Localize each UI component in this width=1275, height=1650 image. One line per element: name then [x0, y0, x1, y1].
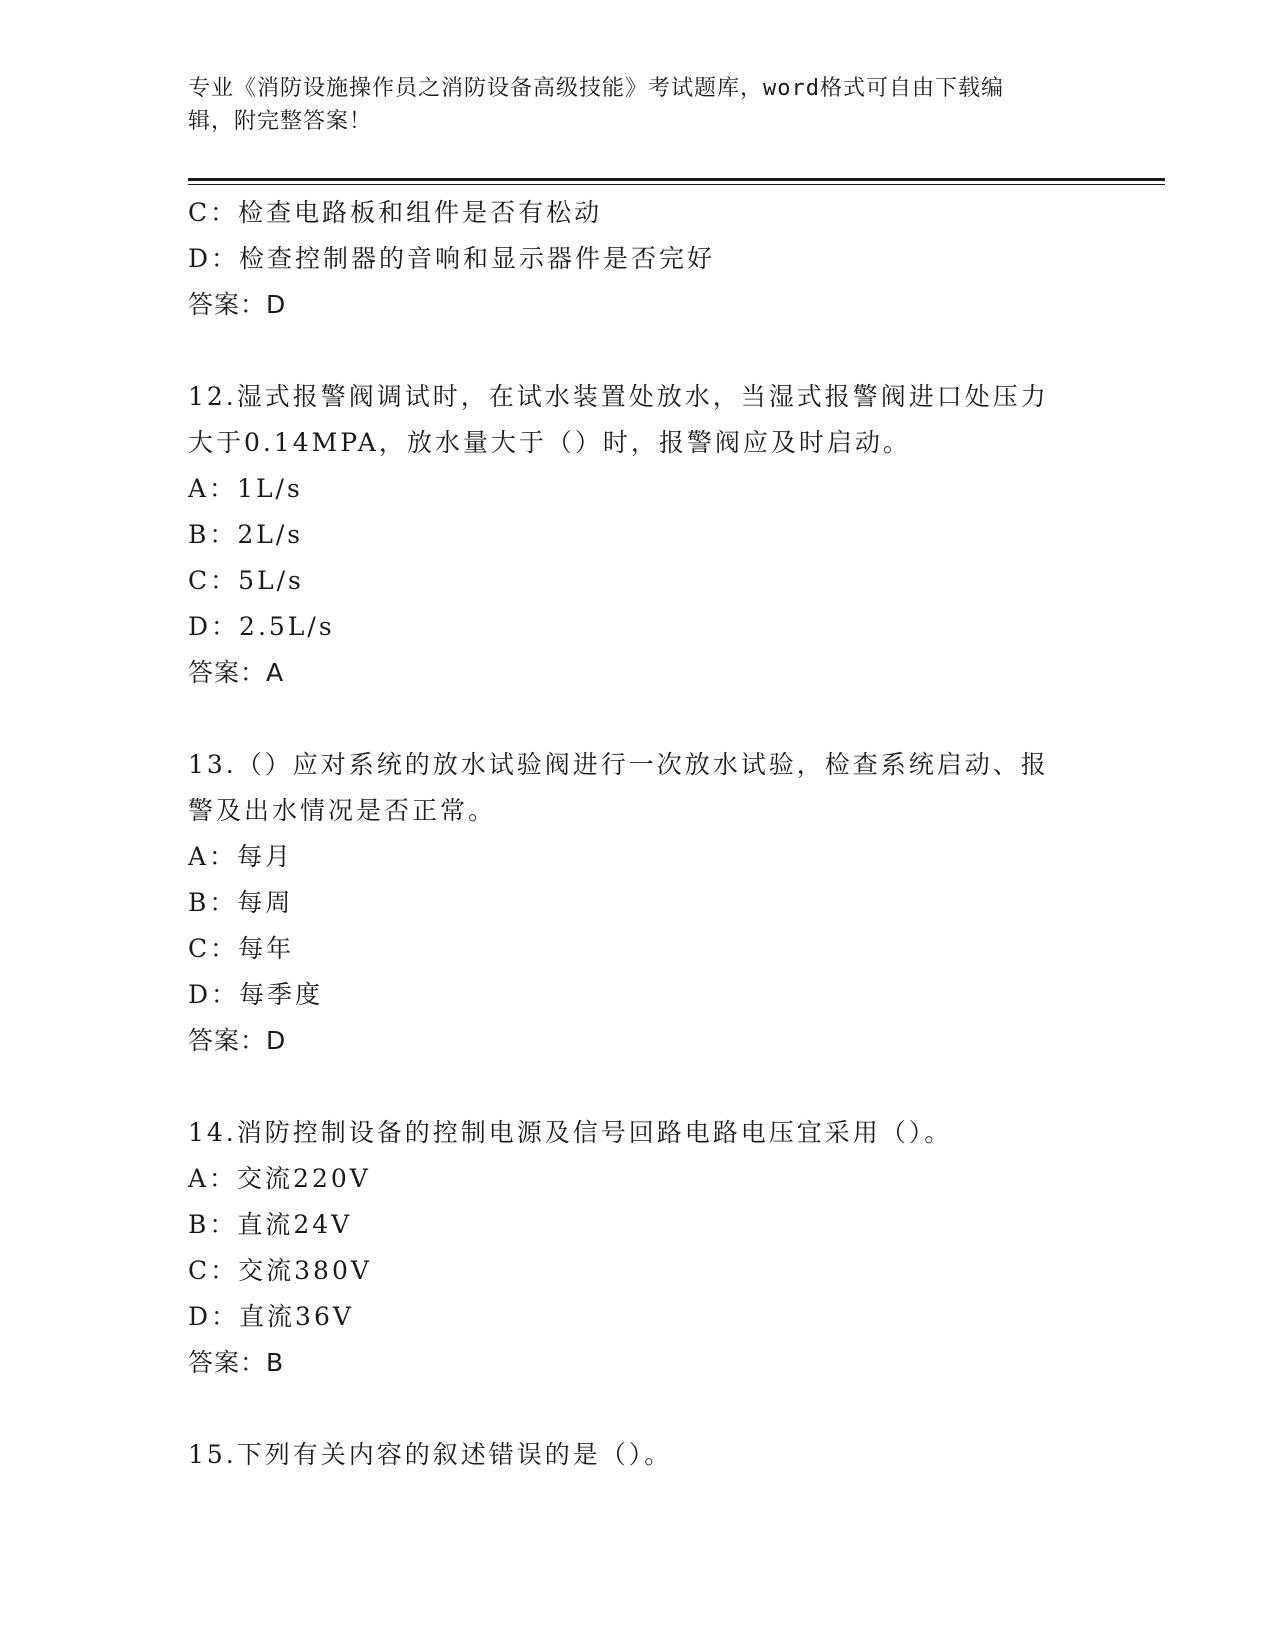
option-c: C：每年 — [188, 934, 295, 963]
option-b: B：直流24V — [188, 1210, 353, 1239]
option-c: C：交流380V — [188, 1256, 372, 1285]
spacer — [188, 1386, 1078, 1432]
question-list — [188, 190, 1078, 1478]
option-a: A：1L/s — [188, 474, 303, 503]
option-a: A：交流220V — [188, 1164, 371, 1193]
spacer — [188, 328, 1078, 374]
option-c: C：5L/s — [188, 566, 304, 595]
option-d: D：检查控制器的音响和显示器件是否完好 — [188, 244, 716, 273]
option-d: D：2.5L/s — [188, 612, 335, 641]
option-a: A：每月 — [188, 842, 294, 871]
question-13 — [188, 742, 1078, 1064]
option-d: D：直流36V — [188, 1302, 354, 1331]
header-line-2: 辑，附完整答案！ — [188, 109, 373, 134]
question-stem-line: 15.下列有关内容的叙述错误的是（）。 — [188, 1440, 673, 1469]
answer-label: 答案：B — [188, 1348, 285, 1377]
answer-label: 答案：D — [188, 1026, 287, 1055]
header-divider-thick — [188, 178, 1165, 181]
spacer — [188, 696, 1078, 742]
question-15 — [188, 1432, 1078, 1478]
answer-label: 答案：A — [188, 658, 285, 687]
spacer — [188, 1064, 1078, 1110]
document-header — [188, 72, 1078, 138]
option-b: B：2L/s — [188, 520, 304, 549]
header-divider-thin — [188, 184, 1165, 185]
question-14 — [188, 1110, 1078, 1386]
answer-label: 答案：D — [188, 290, 287, 319]
option-b: B：每周 — [188, 888, 294, 917]
question-stem-line: 13.（）应对系统的放水试验阀进行一次放水试验，检查系统启动、报 — [188, 750, 1049, 779]
question-stem-line: 14.消防控制设备的控制电源及信号回路电路电压宜采用（）。 — [188, 1118, 953, 1147]
previous-question-tail — [188, 190, 1078, 328]
header-line-1: 专业《消防设施操作员之消防设备高级技能》考试题库，word格式可自由下载编 — [188, 76, 1004, 101]
question-stem-line: 大于0.14MPA，放水量大于（）时，报警阀应及时启动。 — [188, 428, 911, 457]
question-stem-line: 警及出水情况是否正常。 — [188, 796, 497, 825]
option-c: C：检查电路板和组件是否有松动 — [188, 198, 603, 227]
question-stem-line: 12.湿式报警阀调试时，在试水装置处放水，当湿式报警阀进口处压力 — [188, 382, 1049, 411]
option-d: D：每季度 — [188, 980, 324, 1009]
question-12 — [188, 374, 1078, 696]
